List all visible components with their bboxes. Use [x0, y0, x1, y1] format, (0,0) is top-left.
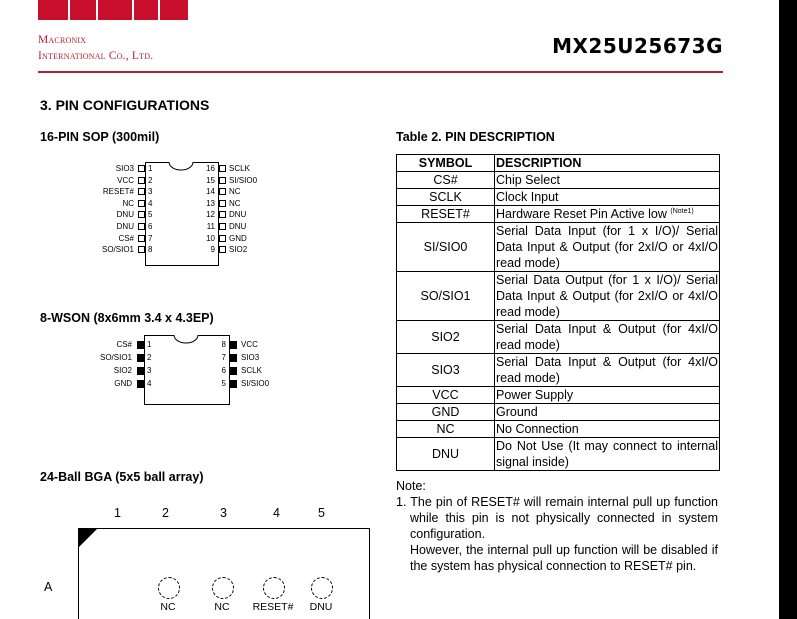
header-rule — [38, 71, 723, 73]
pin-description: Hardware Reset Pin Active low — [496, 207, 667, 221]
wson-pin-number: 4 — [147, 379, 152, 388]
pin-description: Clock Input — [495, 189, 720, 206]
bga-ball-label: NC — [214, 601, 230, 613]
pin-description: Serial Data Input & Output (for 4xI/O read mode) — [496, 355, 718, 385]
table-row — [397, 206, 720, 223]
note-text: The pin of RESET# will remain internal pull up function while this pin is not physically connected in system configuration. — [410, 495, 719, 541]
sop-pin-number: 9 — [210, 245, 215, 255]
pin-symbol: GND — [397, 404, 495, 421]
wson-pin-number: 5 — [221, 379, 226, 388]
wson-pin-pad — [137, 367, 145, 375]
sop-pin-name: SCLK — [229, 164, 250, 173]
bga-column-3: 3 — [220, 506, 227, 520]
sop-pin-pad — [138, 246, 145, 253]
note-continuation: However, the internal pull up function will be disabled if the system has physical connection to RESET# pin. — [410, 543, 718, 573]
note-label: Note: — [396, 479, 426, 493]
table-header-row — [397, 155, 720, 172]
sop-pin-number: 4 — [148, 198, 153, 208]
pin-symbol: SIO3 — [397, 354, 495, 387]
sop-pin-number: 1 — [148, 164, 153, 173]
note-number: 1. — [396, 495, 407, 509]
part-number: MX25U25673G — [552, 34, 723, 58]
pin-description: Ground — [495, 404, 720, 421]
sop-pin-pad — [138, 177, 145, 184]
table-row — [397, 421, 720, 438]
wson-pin-name: SCLK — [241, 366, 262, 375]
sop-pin-pad — [219, 223, 226, 230]
wson-pin-pad — [137, 354, 145, 362]
pin-description-table — [396, 154, 720, 471]
sop-pin-name: DNU — [229, 210, 247, 220]
bga-ball-a2 — [158, 577, 180, 599]
pin-symbol: DNU — [397, 438, 495, 471]
wson-pin-pad — [229, 380, 237, 388]
section-title: 3. PIN CONFIGURATIONS — [40, 97, 210, 113]
sop-pin-pad — [219, 188, 226, 195]
bga-row-a: A — [44, 580, 53, 594]
wson-pin-pad — [137, 380, 145, 388]
pin-description: Serial Data Input (for 1 x I/O)/ Serial Data Input & Output (for 2xI/O or 4xI/O read mode) — [496, 224, 718, 270]
sop-pin-name: DNU — [116, 222, 134, 231]
sop-pin-pad — [219, 246, 226, 253]
pin-symbol: SO/SIO1 — [397, 272, 495, 321]
sop-pin-pad — [138, 211, 145, 218]
pin-symbol: NC — [397, 421, 495, 438]
sop-pin-name: SO/SIO1 — [101, 245, 134, 255]
sop-pin-name: NC — [229, 187, 241, 197]
sop-pin-name: CS# — [118, 233, 134, 243]
table-row — [397, 223, 720, 272]
sop-pin-pad — [138, 165, 145, 172]
table-row — [397, 189, 720, 206]
pin-description: Serial Data Output (for 1 x I/O)/ Serial Data Input & Output (for 2xI/O or 4xI/O read mode) — [496, 273, 718, 319]
wson-pin-name: SI/SIO0 — [241, 379, 270, 388]
wson-pin-name: SIO2 — [113, 366, 132, 375]
bga-ball-a5 — [311, 577, 333, 599]
table-row — [397, 354, 720, 387]
sop-title: 16-PIN SOP (300mil) — [40, 130, 160, 144]
wson-pin-number: 6 — [221, 366, 226, 375]
sop-pin-name: NC — [122, 198, 134, 208]
wson-pin-name: VCC — [241, 340, 258, 349]
bga-ball-a4 — [263, 577, 285, 599]
bga-ball-label: NC — [160, 601, 176, 613]
wson-pin-number: 2 — [147, 353, 152, 362]
sop-pin-pad — [219, 200, 226, 207]
pin-description-cell — [495, 206, 720, 223]
bga-ball-a3 — [212, 577, 234, 599]
pin-symbol: SCLK — [397, 189, 495, 206]
wson-pin-name: CS# — [116, 340, 132, 349]
wson-pin-number: 7 — [221, 353, 226, 362]
table-row — [397, 272, 720, 321]
sop-pin-pad — [138, 223, 145, 230]
bga-column-2: 2 — [162, 506, 169, 520]
wson-title: 8-WSON (8x6mm 3.4 x 4.3EP) — [40, 311, 214, 325]
sop-pin-number: 6 — [148, 222, 153, 231]
sop-pin-name: VCC — [117, 175, 134, 185]
wson-pin-pad — [229, 354, 237, 362]
sop-pin-pad — [138, 235, 145, 242]
bga-column-5: 5 — [318, 506, 325, 520]
sop-pin-number: 8 — [148, 245, 153, 255]
wson-pin1-notch — [172, 334, 200, 344]
pin-symbol: VCC — [397, 387, 495, 404]
table-row — [397, 438, 720, 471]
wson-pin-number: 8 — [221, 340, 226, 349]
note-reference: (Note1) — [670, 208, 694, 215]
pin-description: Power Supply — [495, 387, 720, 404]
table-row — [397, 172, 720, 189]
pin-description: Serial Data Input & Output (for 4xI/O read mode) — [496, 322, 718, 352]
bga-column-1: 1 — [114, 506, 121, 520]
sop-pin-pad — [219, 165, 226, 172]
header-description: DESCRIPTION — [495, 155, 720, 172]
header-symbol: SYMBOL — [397, 155, 495, 172]
sop-pin-number: 10 — [206, 233, 215, 243]
sop-pin-name: GND — [229, 233, 247, 243]
sop-pin-number: 16 — [206, 164, 215, 173]
pin-description: No Connection — [495, 421, 720, 438]
wson-pin-name: GND — [114, 379, 132, 388]
pin-description: Chip Select — [495, 172, 720, 189]
pin-description: Do Not Use (It may connect to internal signal inside) — [496, 439, 718, 469]
wson-pin-number: 3 — [147, 366, 152, 375]
sop-pin-number: 5 — [148, 210, 153, 220]
pin-symbol: SIO2 — [397, 321, 495, 354]
company-line-2: International Co., Ltd. — [38, 50, 154, 62]
sop-pin1-notch — [167, 161, 195, 171]
sop-pin-pad — [219, 235, 226, 242]
sop-pin-number: 2 — [148, 175, 153, 185]
note-item-1 — [396, 494, 718, 542]
company-name — [38, 32, 153, 64]
sop-pin-number: 15 — [206, 175, 215, 185]
sop-pin-pad — [219, 177, 226, 184]
note-block — [396, 478, 718, 574]
sop-pin-number: 11 — [206, 222, 215, 231]
bga-title: 24-Ball BGA (5x5 ball array) — [40, 470, 204, 484]
sop-pin-pad — [138, 200, 145, 207]
wson-pin-pad — [229, 367, 237, 375]
table-row — [397, 321, 720, 354]
pin-symbol: RESET# — [397, 206, 495, 223]
macronix-logo — [38, 0, 188, 20]
sop-pin-number: 3 — [148, 187, 153, 197]
pin1-corner-marker — [79, 529, 97, 547]
sop-pin-name: DNU — [116, 210, 134, 220]
wson-pin-pad — [137, 341, 145, 349]
sop-pin-pad — [138, 188, 145, 195]
bga-ball-label: DNU — [309, 601, 333, 613]
table-row — [397, 404, 720, 421]
sop-pin-name: SIO3 — [115, 164, 134, 173]
sop-pin-name: DNU — [229, 222, 247, 231]
sop-pin-pad — [219, 211, 226, 218]
sop-pin-name: RESET# — [102, 187, 134, 197]
pin-symbol: SI/SIO0 — [397, 223, 495, 272]
sop-pin-name: SI/SIO0 — [229, 175, 258, 185]
wson-pin-number: 1 — [147, 340, 152, 349]
sop-pin-number: 7 — [148, 233, 153, 243]
pin-symbol: CS# — [397, 172, 495, 189]
sop-pin-number: 12 — [206, 210, 215, 220]
sop-pin-number: 13 — [206, 198, 215, 208]
company-line-1: Macronix — [38, 34, 87, 46]
table-row — [397, 387, 720, 404]
sop-pin-name: NC — [229, 198, 241, 208]
window-scrollbar[interactable] — [779, 0, 797, 619]
wson-pin-name: SO/SIO1 — [99, 353, 132, 362]
pin-table-title: Table 2. PIN DESCRIPTION — [396, 130, 555, 144]
wson-pin-pad — [229, 341, 237, 349]
bga-column-4: 4 — [273, 506, 280, 520]
bga-ball-label: RESET# — [252, 601, 294, 613]
sop-pin-number: 14 — [206, 187, 215, 197]
sop-pin-name: SIO2 — [229, 245, 248, 255]
wson-pin-name: SIO3 — [241, 353, 260, 362]
